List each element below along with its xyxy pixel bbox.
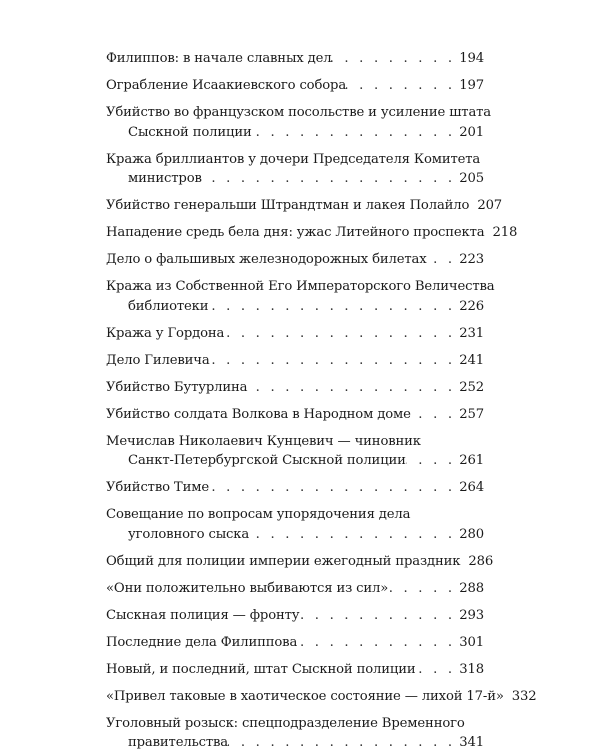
toc-page-number: 241 [459, 352, 484, 368]
leader-dots [504, 687, 512, 707]
toc-page-number: 261 [459, 453, 484, 468]
toc-page-number: 205 [459, 171, 484, 186]
leader-dots [224, 324, 459, 344]
toc-entry-title-continued: библиотеки [128, 298, 209, 314]
toc-entry [106, 277, 495, 316]
toc-entry-title-continued: правительства [128, 735, 228, 750]
toc-entry-title: Последние дела Филиппова [106, 634, 298, 650]
toc-page-number: 226 [459, 298, 484, 314]
toc-entry [106, 378, 484, 398]
toc-entry-title: Убийство Бутурлина [106, 379, 248, 395]
leader-dots [249, 525, 459, 545]
toc-entry-title: Филиппов: в начале славных дел [106, 51, 332, 66]
toc-entry [106, 714, 484, 753]
toc-page-number: 231 [459, 325, 484, 341]
toc-page-number: 264 [459, 480, 484, 495]
toc-entry-title: Новый, и последний, штат Сыскной полиции [106, 661, 416, 677]
toc-entry [106, 478, 484, 498]
toc-page-number: 286 [468, 553, 494, 569]
toc-entry [106, 660, 484, 680]
toc-entry-title: Уголовный розыск: спецподразделение Временного [106, 715, 465, 731]
leader-dots [299, 606, 459, 626]
toc-page-number: 207 [477, 198, 503, 213]
leader-dots [460, 552, 468, 572]
leader-dots [415, 660, 459, 680]
leader-dots [427, 250, 460, 270]
toc-entry-title: Ограбление Исаакиевского собора [106, 78, 347, 93]
toc-page-number: 341 [459, 735, 484, 750]
toc-entry [106, 351, 484, 371]
toc-entry [106, 103, 492, 142]
toc-page-number: 318 [459, 661, 484, 677]
toc-page-number: 197 [459, 78, 484, 93]
toc-entry [106, 606, 484, 626]
toc-page-number: 218 [492, 225, 518, 240]
toc-entry [106, 324, 484, 344]
toc-entry [106, 687, 537, 707]
toc-page-number: 288 [459, 580, 484, 596]
leader-dots [388, 579, 459, 599]
toc-entry-title: «Привел таковые в хаотическое состояние — лихой 17-й» [106, 688, 504, 704]
toc-entry-title-continued: Сыскной полиции [128, 124, 252, 140]
toc-entry-title-continued: министров [128, 171, 202, 186]
toc-entry [106, 633, 484, 653]
toc-entry [106, 405, 484, 425]
leader-dots [485, 223, 493, 243]
toc-page-number: 223 [459, 252, 484, 267]
toc-entry-title: Дело Гилевича [106, 352, 210, 368]
leader-dots [297, 633, 459, 653]
toc-entry-title: Совещание по вопросам упорядочения дела [106, 507, 411, 522]
toc-entry-title: Убийство солдата Волкова в Народном доме [106, 406, 411, 422]
toc-entry-title: Нападение средь бела дня: ужас Литейного проспекта [106, 225, 485, 240]
toc-entry [106, 76, 484, 96]
toc-entry-title: Убийство Тиме [106, 480, 209, 495]
toc-entry [106, 49, 484, 69]
toc-entry-title: Убийство во французском посольстве и усиление штата [106, 105, 492, 120]
toc-entry-title-continued: Санкт-Петербургской Сыскной полиции [128, 453, 406, 468]
toc-entry-title: Кража у Гордона [106, 325, 225, 341]
toc-entry [106, 432, 484, 471]
toc-entry-title: Сыскная полиция — фронту [106, 607, 300, 623]
leader-dots [210, 351, 460, 371]
leader-dots [406, 451, 459, 471]
toc-entry-title: Убийство генеральши Штрандтман и лакея Полайло [106, 198, 470, 213]
toc-entry [106, 196, 503, 216]
leader-dots [411, 405, 459, 425]
toc-entry [106, 223, 518, 243]
toc-entry [106, 250, 484, 270]
toc-page-number: 201 [459, 124, 484, 140]
toc-entry-title: Кража бриллиантов у дочери Председателя Комитета [106, 151, 481, 167]
toc-entry-title: Общий для полиции империи ежегодный праздник [106, 553, 461, 569]
leader-dots [202, 169, 460, 189]
table-of-contents [106, 49, 537, 753]
toc-entry [106, 505, 484, 544]
leader-dots [247, 378, 459, 398]
leader-dots [208, 297, 459, 317]
toc-page-number: 301 [459, 634, 484, 650]
toc-entry-title-continued: уголовного сыска [128, 526, 250, 542]
toc-page-number: 332 [511, 688, 537, 704]
leader-dots [469, 196, 477, 216]
toc-page-number: 293 [459, 607, 484, 623]
toc-page-number: 280 [459, 526, 484, 542]
toc-page-number: 194 [459, 51, 484, 66]
toc-page-number: 257 [459, 406, 484, 422]
toc-entry-title: Кража из Собственной Его Императорского Величества [106, 279, 495, 294]
leader-dots [346, 76, 459, 96]
toc-entry [106, 150, 484, 189]
toc-entry-title: Дело о фальшивых железнодорожных билетах [106, 252, 427, 267]
toc-entry [106, 552, 494, 572]
toc-entry [106, 579, 484, 599]
toc-entry-title: Мечислав Николаевич Кунцевич — чиновник [106, 433, 421, 449]
leader-dots [252, 123, 460, 143]
leader-dots [331, 49, 459, 69]
toc-page-number: 252 [459, 379, 484, 395]
toc-entry-title: «Они положительно выбиваются из сил» [106, 580, 389, 596]
leader-dots [209, 478, 459, 498]
